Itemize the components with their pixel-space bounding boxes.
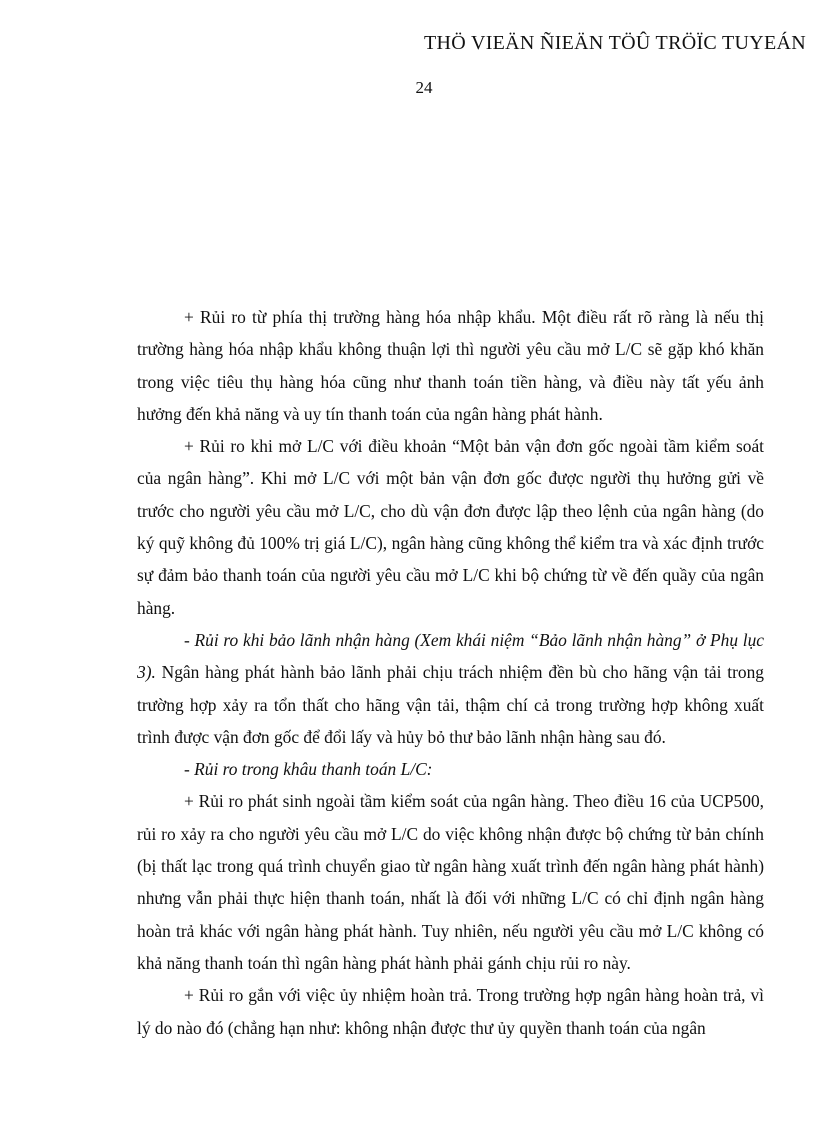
paragraph-uncontrolled-risk	[137, 785, 764, 979]
paragraph-reimbursement-risk	[137, 979, 764, 1044]
paragraph-italic-lead: - Rủi ro khi bảo lãnh nhận hàng (Xem khái niệm “Bảo lãnh nhận hàng” ở Phụ lục 3).	[137, 629, 764, 683]
paragraph-text: Ngân hàng phát hành bảo lãnh phải chịu trách nhiệm đền bù cho hãng vận tải trong trường hợp xảy ra tổn thất cho hãng vận tải, thậm chí cả trong trường hợp không xuất trình được vận đơn gốc để đổi lấy và hủy bỏ thư bảo lãnh nhận hàng sau đó.	[137, 662, 764, 747]
paragraph-text: + Rủi ro khi mở L/C với điều khoản “Một bản vận đơn gốc ngoài tầm kiểm soát của ngân hàng”. Khi mở L/C với một bản vận đơn gốc được người thụ hưởng gửi về trước cho người yêu cầu mở L/C, cho dù vận đơn được lập theo lệnh của ngân hàng (do ký quỹ không đủ 100% trị giá L/C), ngân hàng cũng không thể kiểm tra và xác định trước sự đảm bảo thanh toán của người yêu cầu mở L/C khi bộ chứng từ về đến quầy của ngân hàng.	[137, 436, 764, 618]
paragraph-bill-of-lading-risk	[137, 430, 764, 624]
document-body	[137, 301, 764, 1044]
paragraph-text: + Rủi ro gắn với việc ủy nhiệm hoàn trả. Trong trường hợp ngân hàng hoàn trả, vì lý do nào đó (chẳng hạn như: không nhận được thư ủy quyền thanh toán của ngân	[137, 985, 764, 1038]
paragraph-market-risk	[137, 301, 764, 430]
paragraph-italic-lead: - Rủi ro trong khâu thanh toán L/C:	[184, 759, 433, 780]
paragraph-text: + Rủi ro phát sinh ngoài tầm kiểm soát của ngân hàng. Theo điều 16 của UCP500, rủi ro xảy ra cho người yêu cầu mở L/C do việc không nhận được bộ chứng từ bản chính (bị thất lạc trong quá trình chuyển giao từ ngân hàng xuất trình đến ngân hàng phát hành) nhưng vẫn phải thực hiện thanh toán, nhất là đối với những L/C có chỉ định ngân hàng hoàn trả khác với ngân hàng phát hành. Tuy nhiên, nếu người yêu cầu mở L/C không có khả năng thanh toán thì ngân hàng phát hành phải gánh chịu rủi ro này.	[137, 791, 764, 973]
paragraph-payment-risk-heading	[137, 753, 764, 785]
paragraph-text: + Rủi ro từ phía thị trường hàng hóa nhập khẩu. Một điều rất rõ ràng là nếu thị trường hàng hóa nhập khẩu không thuận lợi thì người yêu cầu mở L/C sẽ gặp khó khăn trong việc tiêu thụ hàng hóa cũng như thanh toán tiền hàng, và điều này tất yếu ảnh hưởng đến khả năng và uy tín thanh toán của ngân hàng phát hành.	[137, 307, 764, 424]
paragraph-shipping-guarantee-risk	[137, 624, 764, 753]
page-number: 24	[415, 78, 433, 97]
library-header: THÖ VIEÄN ÑIEÄN TÖÛ TRÖÏC TUYEÁN	[424, 32, 806, 54]
